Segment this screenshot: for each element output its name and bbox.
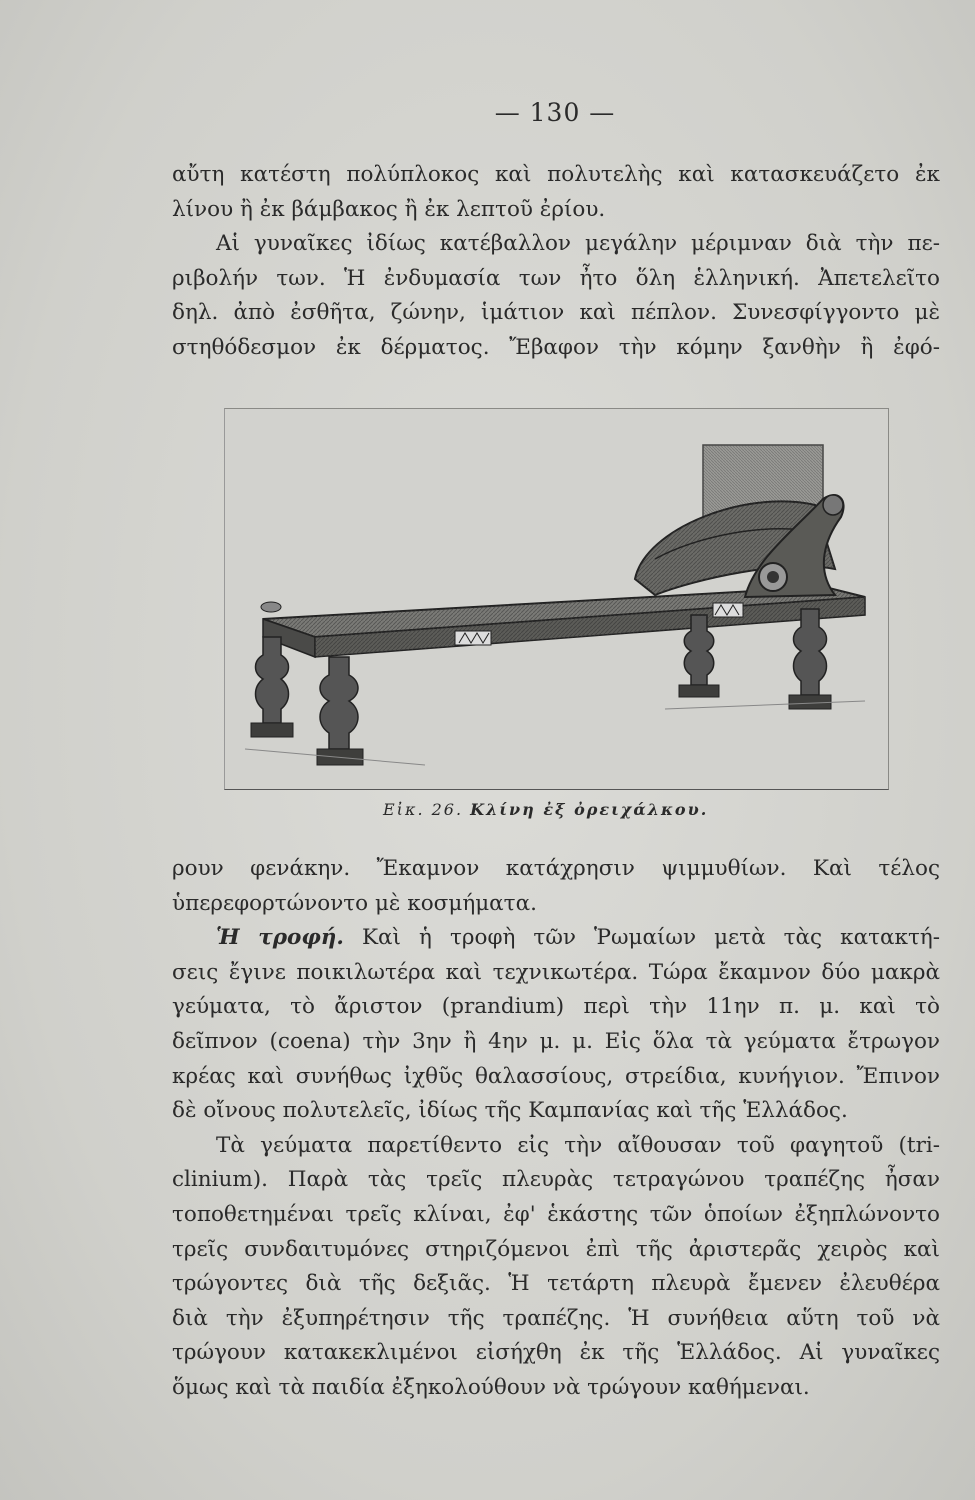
bronze-couch-drawing bbox=[225, 409, 888, 789]
paragraph-clothing bbox=[172, 158, 940, 366]
text-line: Αἱ γυναῖκες ἰδίως κατέβαλλον μεγάλην μέριμναν διὰ τὴν πε- bbox=[216, 231, 940, 257]
text-line: ὑπερεφορτώνοντο μὲ κοσμήματα. bbox=[172, 890, 537, 916]
text-line: δεῖπνον (coena) τὴν 3ην ἢ 4ην μ. μ. Εἰς ὅλα τὰ γεύματα ἔτρωγον bbox=[172, 1028, 940, 1054]
figure-title: Κλίνη ἐξ ὀρειχάλκου. bbox=[470, 800, 709, 819]
text-line: ὅμως καὶ τὰ παιδία ἐξηκολούθουν νὰ τρώγουν καθήμεναι. bbox=[172, 1374, 810, 1400]
text-line: τρώγοντες διὰ τῆς δεξιᾶς. Ἡ τετάρτη πλευρὰ ἔμενεν ἐλευθέρα bbox=[172, 1271, 940, 1297]
text-line: αὔτη κατέστη πολύπλοκος καὶ πολυτελὴς καὶ κατασκευάζετο ἐκ bbox=[172, 162, 940, 187]
text-line: τρώγουν κατακεκλιμένοι εἰσήχθη ἐκ τῆς Ἑλλάδος. Αἱ γυναῖκες bbox=[172, 1340, 940, 1366]
section-first-line bbox=[172, 921, 940, 956]
couch-illustration bbox=[224, 408, 889, 790]
text-line: διὰ τὴν ἐξυπηρέτησιν τῆς τραπέζης. Ἡ συνήθεια αὕτη τοῦ νὰ bbox=[172, 1305, 940, 1331]
text-line: γεύματα, τὸ ἄριστον (prandium) περὶ τὴν 11ην π. μ. καὶ τὸ bbox=[172, 994, 940, 1020]
text-line: Καὶ ἡ τροφὴ τῶν Ῥωμαίων μετὰ τὰς κατακτή- bbox=[361, 925, 940, 951]
section-heading: Ἡ τροφή. bbox=[216, 925, 344, 951]
text-line: σεις ἔγινε ποικιλωτέρα καὶ τεχνικωτέρα. Τώρα ἔκαμνον δύο μακρὰ bbox=[172, 959, 940, 985]
text-line: ριβολήν των. Ἡ ἐνδυμασία των ἦτο ὅλη ἑλληνική. Ἀπετελεῖτο bbox=[172, 265, 940, 291]
text-line: δηλ. ἀπὸ ἐσθῆτα, ζώνην, ἱμάτιον καὶ πέπλον. Συνεσφίγγοντο μὲ bbox=[172, 300, 940, 326]
text-line: στηθόδεσμον ἐκ δέρματος. Ἔβαφον τὴν κόμην ξανθὴν ἢ ἐφό- bbox=[172, 334, 940, 360]
text-line: τοποθετημέναι τρεῖς κλίναι, ἐφ' ἑκάστης τῶν ὁποίων ἐξηπλώνοντο bbox=[172, 1201, 940, 1227]
text-line: δὲ οἴνους πολυτελεῖς, ἰδίως τῆς Καμπανίας καὶ τῆς Ἑλλάδος. bbox=[172, 1098, 848, 1124]
text-line: clinium). Παρὰ τὰς τρεῖς πλευρὰς τετραγώνου τραπέζης ἦσαν bbox=[172, 1167, 940, 1193]
figure-label: Εἰκ. 26. bbox=[383, 800, 464, 819]
text-line: Τὰ γεύματα παρετίθεντο εἰς τὴν αἴθουσαν τοῦ φαγητοῦ (tri- bbox=[216, 1132, 940, 1158]
text-line: κρέας καὶ συνήθως ἰχθῦς θαλασσίους, στρείδια, κυνήγιον. Ἔπινον bbox=[172, 1063, 940, 1089]
text-line: λίνου ἢ ἐκ βάμβακος ἢ ἐκ λεπτοῦ ἐρίου. bbox=[172, 196, 606, 222]
text-line: τρεῖς συνδαιτυμόνες στηριζόμενοι ἐπὶ τῆς ἀριστερᾶς χειρὸς καὶ bbox=[172, 1236, 940, 1262]
figure-caption bbox=[383, 800, 708, 819]
paragraph-food bbox=[172, 852, 940, 1406]
text-line: ρουν φενάκην. Ἔκαμνον κατάχρησιν ψιμμυθίων. Καὶ τέλος bbox=[172, 856, 940, 881]
page-number: — 130 — bbox=[494, 98, 616, 127]
